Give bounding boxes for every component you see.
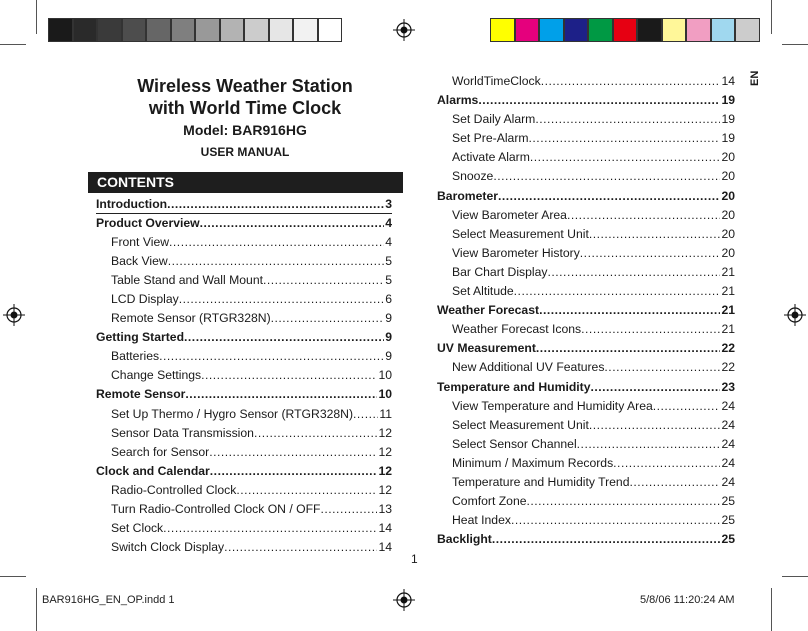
toc-entry[interactable] [96,292,392,311]
toc-leader-dots [567,208,721,222]
toc-entry-label: Back View [111,254,168,269]
toc-leader-dots [163,521,377,535]
toc-entry[interactable] [437,189,735,208]
toc-entry-label: Remote Sensor [96,387,186,402]
toc-entry[interactable] [437,456,735,475]
toc-entry-label: Table Stand and Wall Mount [111,273,263,288]
toc-entry-label: Sensor Data Transmission [111,425,254,440]
toc-entry-page: 22 [721,341,735,356]
gray-swatch [48,18,73,42]
toc-entry[interactable] [437,208,735,227]
toc-entry-label: Introduction [96,197,168,211]
toc-entry-page: 21 [721,303,735,318]
toc-entry[interactable] [437,360,735,379]
page-number: 1 [411,552,418,566]
toc-right-column [437,74,735,551]
crop-mark [0,576,26,577]
gray-swatch [146,18,171,42]
toc-entry-label: New Additional UV Features [452,360,605,375]
toc-entry-label: Change Settings [111,368,202,383]
document-title-line1: Wireless Weather Station [137,76,353,96]
toc-leader-dots [184,330,384,344]
toc-entry-page: 25 [721,532,735,547]
toc-leader-dots [210,464,378,478]
crop-mark [771,0,772,34]
toc-entry[interactable] [437,74,735,93]
toc-entry[interactable] [437,131,735,150]
toc-entry[interactable] [437,246,735,265]
process-color-swatch [564,18,589,42]
toc-entry-page: 4 [385,235,392,250]
toc-leader-dots [201,368,377,382]
toc-entry-page: 12 [378,482,392,497]
toc-leader-dots [200,216,385,230]
gray-swatch [220,18,245,42]
toc-entry-page: 23 [721,379,735,394]
toc-entry-label: Snooze [452,169,494,184]
model-number: Model: BAR916HG [183,122,307,138]
gray-swatch [269,18,294,42]
gray-swatch [73,18,98,42]
toc-leader-dots [498,189,720,203]
toc-leader-dots [548,265,721,279]
toc-entry-page: 21 [721,264,735,279]
process-color-swatch [490,18,515,42]
toc-entry-label: View Barometer History [452,245,580,260]
toc-entry-page: 24 [721,455,735,470]
crop-mark [771,588,772,631]
toc-leader-dots [591,380,721,394]
registration-mark-icon [393,19,415,41]
toc-leader-dots [613,456,720,470]
process-color-swatch [662,18,687,42]
document-title-line2: with World Time Clock [148,98,342,118]
gray-swatch [318,18,343,42]
toc-entry-page: 9 [385,330,392,345]
toc-entry-label: Select Measurement Unit [452,417,589,432]
toc-entry-page: 3 [385,197,392,211]
process-color-swatch [588,18,613,42]
crop-mark [0,44,26,45]
toc-entry[interactable] [437,93,735,112]
toc-entry-page: 11 [379,406,392,421]
toc-leader-dots [263,273,384,287]
gray-swatch [195,18,220,42]
toc-entry[interactable] [96,216,392,235]
toc-entry-page: 5 [385,273,392,288]
toc-entry-label: Switch Clock Display [111,539,225,554]
registration-mark-icon [393,589,415,611]
toc-entry-label: Heat Index [452,513,511,528]
toc-entry[interactable] [437,341,735,360]
crop-mark [782,44,808,45]
toc-entry-label: Set Clock [111,520,164,535]
toc-leader-dots [492,532,721,546]
toc-entry-label: Select Measurement Unit [452,226,589,241]
toc-entry-label: Getting Started [96,330,185,345]
toc-leader-dots [209,445,377,459]
toc-entry[interactable] [437,418,735,437]
toc-entry[interactable] [437,399,735,418]
toc-leader-dots [254,426,378,440]
toc-entry-page: 14 [378,539,392,554]
toc-entry-page: 19 [721,112,735,127]
process-color-swatch [515,18,540,42]
toc-entry-page: 4 [385,216,392,231]
toc-leader-dots [589,227,721,241]
toc-entry-page: 12 [378,463,392,478]
process-color-swatch [637,18,662,42]
gray-swatch [97,18,122,42]
toc-entry-label: Turn Radio-Controlled Clock ON / OFF [111,501,321,516]
gray-swatch [122,18,147,42]
toc-leader-dots [653,399,721,413]
toc-entry-page: 25 [721,513,735,528]
grayscale-color-bar [48,18,342,42]
toc-entry-page: 10 [378,387,392,402]
toc-entry[interactable] [96,521,392,540]
process-color-swatch [539,18,564,42]
toc-entry-label: View Temperature and Humidity Area [452,398,653,413]
document-type: USER MANUAL [200,145,290,159]
toc-entry[interactable] [96,273,392,292]
toc-leader-dots [271,311,385,325]
toc-entry-label: Minimum / Maximum Records [452,455,614,470]
toc-entry-page: 20 [721,169,735,184]
toc-entry[interactable] [96,235,392,254]
toc-entry-label: Weather Forecast Icons [452,322,582,337]
registration-mark-icon [3,304,25,326]
toc-entry[interactable] [437,322,735,341]
language-tab: EN [749,70,761,86]
toc-leader-dots [527,494,721,508]
toc-entry-page: 14 [378,520,392,535]
toc-entry-label: Alarms [437,93,479,108]
toc-entry-label: Barometer [437,188,498,203]
toc-entry[interactable] [96,349,392,368]
toc-leader-dots [185,387,377,401]
toc-entry-page: 6 [385,292,392,307]
toc-leader-dots [604,360,720,374]
process-color-swatch [686,18,711,42]
toc-leader-dots [514,284,721,298]
toc-entry-label: Bar Chart Display [452,264,548,279]
toc-leader-dots [581,322,720,336]
toc-entry[interactable] [96,368,392,387]
toc-entry-page: 12 [378,425,392,440]
toc-divider [96,213,392,214]
toc-entry-label: Set Daily Alarm [452,112,536,127]
toc-entry[interactable] [96,254,392,273]
toc-entry-page: 24 [721,417,735,432]
toc-entry[interactable] [96,387,392,406]
toc-leader-dots [589,418,721,432]
toc-entry-page: 20 [721,245,735,260]
toc-entry-page: 13 [378,501,392,516]
toc-entry[interactable] [96,502,392,521]
toc-entry[interactable] [96,483,392,502]
toc-entry-label: LCD Display [111,292,179,307]
toc-entry-label: Product Overview [96,216,200,231]
toc-entry-label: UV Measurement [437,341,536,356]
toc-leader-dots [539,303,720,317]
toc-entry[interactable] [437,513,735,532]
toc-leader-dots [321,502,378,516]
toc-entry[interactable] [96,540,392,559]
toc-entry[interactable] [437,227,735,246]
toc-entry-page: 20 [721,150,735,165]
toc-entry-page: 19 [721,131,735,146]
toc-entry[interactable] [437,303,735,322]
toc-entry-label: Front View [111,235,170,250]
toc-entry-label: Radio-Controlled Clock [111,482,237,497]
toc-entry[interactable] [437,532,735,551]
toc-entry[interactable] [96,426,392,445]
toc-leader-dots [535,112,720,126]
toc-entry[interactable] [437,112,735,131]
toc-entry-label: Activate Alarm [452,150,530,165]
toc-entry-page: 24 [721,398,735,413]
toc-entry-page: 20 [721,207,735,222]
toc-leader-dots [168,254,385,268]
toc-leader-dots [577,437,721,451]
toc-entry-label: Select Sensor Channel [452,436,577,451]
toc-leader-dots [478,93,720,107]
crop-mark [36,0,37,34]
process-color-swatch [711,18,736,42]
toc-leader-dots [541,74,721,88]
toc-entry-label: Weather Forecast [437,303,540,318]
toc-entry-label: Set Up Thermo / Hygro Sensor (RTGR328N) [111,406,354,421]
toc-entry-label: Set Altitude [452,284,514,299]
process-color-bar [490,18,760,42]
toc-entry[interactable] [96,311,392,330]
toc-entry-page: 9 [385,349,392,364]
crop-mark [782,576,808,577]
toc-entry[interactable] [437,284,735,303]
toc-left-column [96,197,392,559]
toc-entry-label: Set Pre-Alarm [452,131,529,146]
gray-swatch [171,18,196,42]
toc-entry[interactable] [437,380,735,399]
process-color-swatch [613,18,638,42]
toc-entry[interactable] [96,407,392,426]
toc-entry-page: 14 [721,74,735,88]
toc-leader-dots [353,407,378,421]
toc-entry-page: 24 [721,474,735,489]
toc-leader-dots [580,246,721,260]
registration-mark-icon [784,304,806,326]
toc-entry-label: WorldTimeClock [452,74,541,88]
toc-leader-dots [511,513,720,527]
crop-mark [36,588,37,631]
footer-filename: BAR916HG_EN_OP.indd 1 [42,594,175,606]
toc-leader-dots [629,475,720,489]
contents-heading: CONTENTS [88,172,403,193]
toc-entry-page: 21 [721,322,735,337]
gray-swatch [293,18,318,42]
toc-entry-page: 25 [721,494,735,509]
toc-entry-page: 5 [385,254,392,269]
toc-entry-label: Batteries [111,349,160,364]
toc-entry-page: 20 [721,226,735,241]
toc-entry[interactable] [437,169,735,188]
toc-leader-dots [530,150,721,164]
toc-entry[interactable] [437,265,735,284]
toc-leader-dots [224,540,377,554]
process-color-swatch [735,18,760,42]
toc-leader-dots [169,235,384,249]
toc-entry-label: Temperature and Humidity [437,379,591,394]
gray-swatch [244,18,269,42]
footer-timestamp: 5/8/06 11:20:24 AM [640,594,735,606]
toc-entry-label: Backlight [437,532,492,547]
toc-entry-label: Comfort Zone [452,494,527,509]
toc-entry-page: 20 [721,188,735,203]
toc-leader-dots [159,349,384,363]
toc-entry-page: 22 [721,360,735,375]
toc-entry-page: 24 [721,436,735,451]
toc-entry[interactable] [437,437,735,456]
toc-entry[interactable] [437,475,735,494]
toc-entry[interactable] [96,330,392,349]
toc-leader-dots [167,197,384,211]
toc-entry-label: Remote Sensor (RTGR328N) [111,311,271,326]
toc-entry-page: 10 [378,368,392,383]
toc-entry-page: 9 [385,311,392,326]
toc-entry[interactable] [96,445,392,464]
toc-entry[interactable] [437,150,735,169]
toc-entry-page: 21 [721,284,735,299]
toc-leader-dots [236,483,377,497]
toc-entry-page: 12 [378,444,392,459]
toc-leader-dots [179,292,384,306]
toc-entry-label: View Barometer Area [452,207,567,222]
toc-leader-dots [493,169,720,183]
toc-entry[interactable] [96,464,392,483]
toc-entry-page: 19 [721,93,735,108]
toc-entry-label: Search for Sensor [111,444,210,459]
toc-entry-label: Temperature and Humidity Trend [452,474,630,489]
toc-leader-dots [536,341,721,355]
toc-leader-dots [529,131,721,145]
toc-entry-label: Clock and Calendar [96,463,210,478]
toc-entry[interactable] [437,494,735,513]
